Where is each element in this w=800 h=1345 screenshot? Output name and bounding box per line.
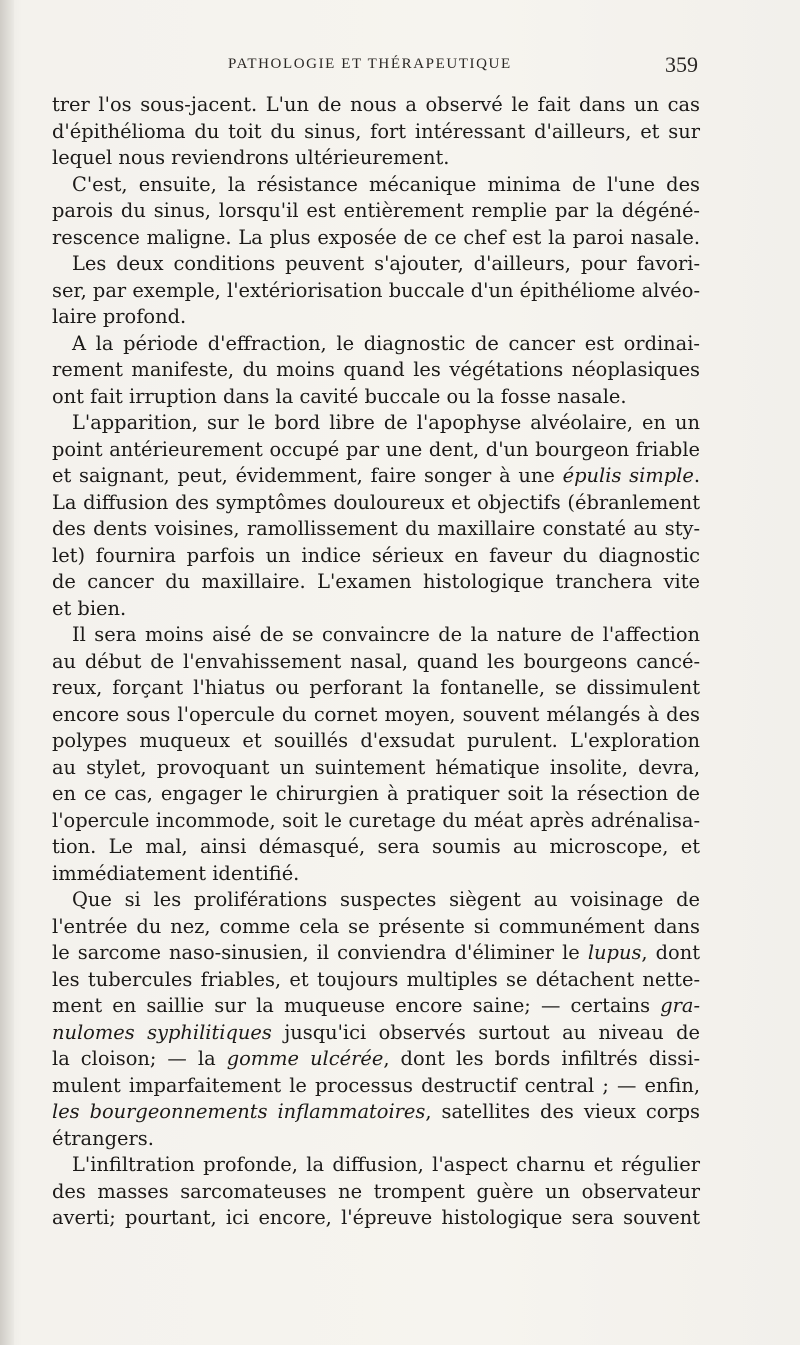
text-line: et bien. — [52, 596, 127, 620]
page-spine-shadow — [0, 0, 14, 1345]
text-line: averti; pourtant, ici encore, l'épreuve histologique sera souvent — [52, 1206, 700, 1229]
text-line: de cancer du maxillaire. L'examen histologique tranchera vite — [52, 570, 700, 593]
text-line — [52, 1046, 700, 1073]
text-line: L'infiltration profonde, la diffusion, l'aspect charnu et régulier — [72, 1153, 700, 1176]
text-line: trer l'os sous-jacent. L'un de nous a observé le fait dans un cas — [52, 93, 700, 116]
text-line: laire profond. — [52, 305, 187, 328]
text-line — [52, 463, 700, 490]
text-segment: , dont — [641, 941, 701, 964]
text-line: les tubercules friables, et toujours multiples se détachent nette- — [52, 967, 700, 991]
text-line: L'apparition, sur le bord libre de l'apophyse alvéolaire, en un — [72, 411, 700, 434]
text-line: immédiatement identifié. — [52, 861, 300, 885]
text-line: étrangers. — [52, 1126, 154, 1150]
body-text — [52, 92, 700, 1232]
text-line: Que si les proliférations suspectes siègent au voisinage de — [72, 888, 700, 911]
italic-term: épulis simple — [562, 464, 694, 487]
text-line: point antérieurement occupé par une dent, d'un bourgeon friable — [52, 437, 700, 461]
text-line: C'est, ensuite, la résistance mécanique minima de l'une des — [72, 172, 700, 196]
text-line: lequel nous reviendrons ultérieurement. — [52, 146, 450, 169]
text-line — [52, 940, 700, 967]
text-segment: ment en saillie sur la muqueuse encore saine; — certains — [52, 994, 661, 1017]
text-segment: et saignant, peut, évidemment, faire songer à une — [52, 464, 563, 487]
text-segment: le sarcome naso-sinusien, il conviendra d'éliminer le — [52, 941, 588, 964]
text-line — [52, 1099, 700, 1126]
text-line: mulent imparfaitement le processus destructif central ; — enfin, — [52, 1073, 700, 1097]
running-head — [52, 52, 700, 82]
italic-term: les bourgeonnements inflammatoires — [52, 1100, 426, 1123]
text-line: encore sous l'opercule du cornet moyen, souvent mélangés à des — [52, 702, 700, 726]
text-line: ser, par exemple, l'extériorisation buccale d'un épithéliome alvéo- — [52, 278, 700, 302]
text-line: Il sera moins aisé de se convaincre de la nature de l'affection — [72, 623, 700, 646]
text-line: parois du sinus, lorsqu'il est entièrement remplie par la dégéné- — [52, 199, 700, 222]
text-segment: . — [693, 464, 700, 487]
text-segment: , satellites des vieux corps — [425, 1100, 701, 1123]
text-line: ont fait irruption dans la cavité buccale ou la fosse nasale. — [52, 384, 627, 408]
page-number: 359 — [665, 52, 698, 77]
text-line: reux, forçant l'hiatus ou perforant la fontanelle, se dissimulent — [52, 676, 700, 699]
italic-term: nulomes syphilitiques — [52, 1020, 272, 1044]
text-line: rescence maligne. La plus exposée de ce chef est la paroi nasale. — [52, 225, 700, 249]
text-line: au début de l'envahissement nasal, quand les bourgeons cancé- — [52, 649, 700, 673]
text-line: des masses sarcomateuses ne trompent guère un observateur — [52, 1179, 700, 1203]
text-line: l'opercule incommode, soit le curetage du méat après adrénalisa- — [52, 808, 700, 832]
italic-term: gomme ulcérée — [226, 1047, 384, 1070]
running-title: PATHOLOGIE ET THÉRAPEUTIQUE — [228, 56, 512, 72]
italic-term: lupus — [587, 941, 642, 964]
text-segment: jusqu'ici observés surtout au niveau de — [271, 1020, 701, 1044]
text-line: d'épithélioma du toit du sinus, fort intéressant d'ailleurs, et sur — [52, 119, 700, 143]
text-line: Les deux conditions peuvent s'ajouter, d'ailleurs, pour favori- — [72, 252, 700, 275]
text-line: en ce cas, engager le chirurgien à pratiquer soit la résection de — [52, 782, 700, 805]
italic-term: gra- — [660, 994, 700, 1017]
text-line: tion. Le mal, ainsi démasqué, sera soumis au microscope, et — [52, 835, 700, 858]
text-line — [52, 993, 700, 1020]
text-line: des dents voisines, ramollissement du maxillaire constaté au sty- — [52, 517, 700, 540]
text-line: au stylet, provoquant un suintement hématique insolite, devra, — [52, 755, 700, 779]
text-line: l'entrée du nez, comme cela se présente si communément dans — [52, 914, 700, 938]
text-segment: , dont les bords infiltrés dissi- — [383, 1047, 701, 1070]
text-segment: la cloison; — la — [52, 1047, 227, 1070]
text-line: rement manifeste, du moins quand les végétations néoplasiques — [52, 358, 700, 381]
text-line — [52, 1020, 700, 1047]
text-line: let) fournira parfois un indice sérieux en faveur du diagnostic — [52, 543, 700, 567]
text-line: A la période d'effraction, le diagnostic de cancer est ordinai- — [72, 331, 700, 355]
text-line: polypes muqueux et souillés d'exsudat purulent. L'exploration — [52, 729, 700, 752]
text-line: La diffusion des symptômes douloureux et objectifs (ébranlement — [52, 490, 700, 514]
